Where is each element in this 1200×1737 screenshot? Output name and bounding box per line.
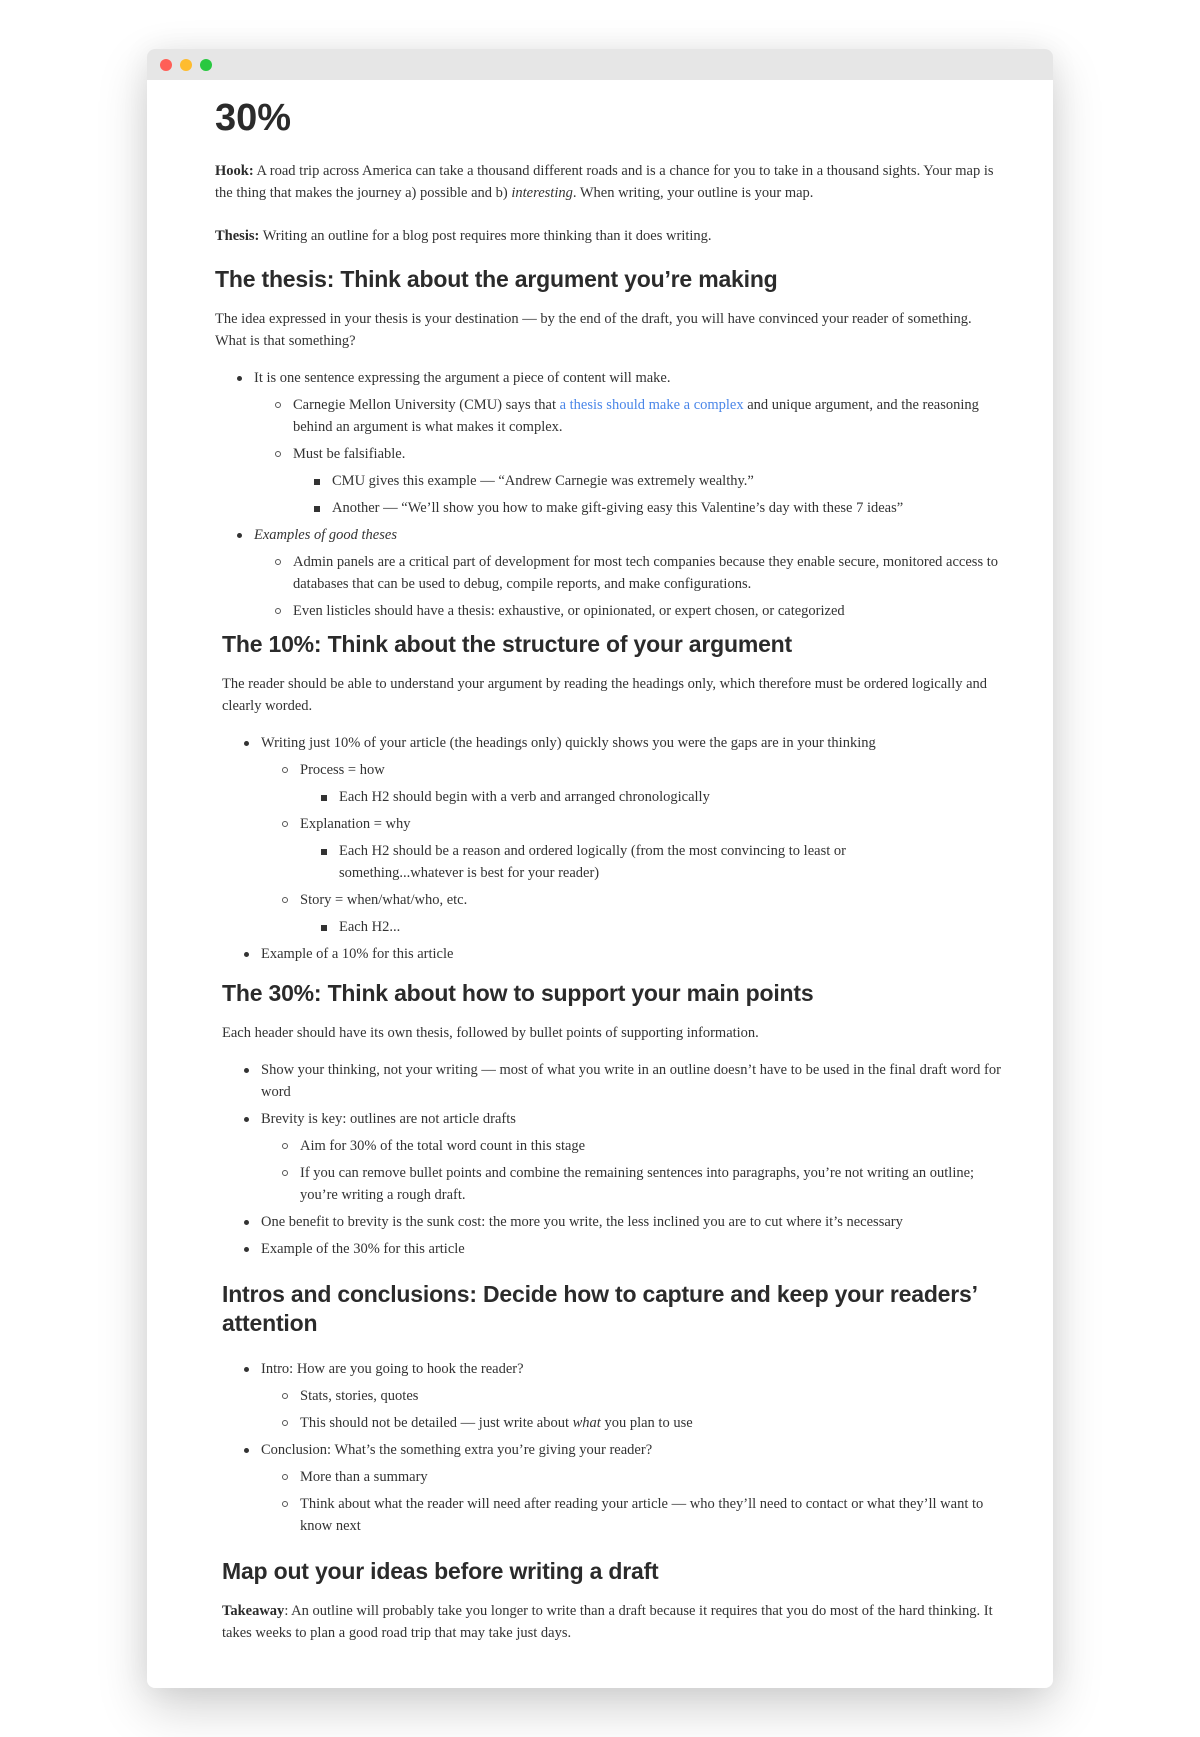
list-item-text: More than a summary: [300, 1469, 428, 1485]
nested-list: [261, 1466, 1012, 1537]
bullet-list: [222, 732, 1012, 965]
nested-list: [293, 470, 1005, 519]
list-item-text: This should not be detailed — just write about: [300, 1415, 573, 1431]
nested-list: [261, 1385, 1012, 1434]
list-item-text: Process = how: [300, 762, 385, 778]
takeaway-paragraph: [222, 1600, 1012, 1644]
list-item: [261, 889, 1012, 938]
list-item: [261, 1466, 1012, 1488]
close-window-icon[interactable]: [160, 59, 172, 71]
list-item: [222, 1108, 1012, 1206]
section-thesis: [215, 265, 1005, 622]
section-heading: Intros and conclusions: Decide how to capture and keep your readers’ attention: [222, 1281, 977, 1336]
nested-list: [261, 1135, 1012, 1206]
bullet-list: [222, 1358, 1012, 1537]
list-item-text: Think about what the reader will need after reading your article — who they’ll need to contact or what they’ll want to know next: [300, 1496, 984, 1534]
list-item: [261, 813, 1012, 884]
nested-list: [300, 840, 1012, 884]
minimize-window-icon[interactable]: [180, 59, 192, 71]
list-item: [222, 943, 1012, 965]
hook-paragraph: [215, 160, 1005, 204]
bullet-list: [222, 1059, 1012, 1260]
list-item-text: Even listicles should have a thesis: exhaustive, or opinionated, or expert chosen, or categorized: [293, 603, 845, 619]
list-item: [254, 443, 1005, 519]
section-heading: The thesis: Think about the argument you’re making: [215, 266, 778, 292]
hook-label: Hook:: [215, 163, 254, 179]
list-item-text: Aim for 30% of the total word count in this stage: [300, 1138, 586, 1154]
takeaway-text: : An outline will probably take you longer to write than a draft because it requires that you do most of the hard thinking. It takes weeks to plan a good road trip that may take just days.: [222, 1603, 993, 1641]
list-item-text: you plan to use: [600, 1415, 693, 1431]
list-item-text: Intro: How are you going to hook the reader?: [261, 1361, 524, 1377]
section-heading: Map out your ideas before writing a draft: [222, 1558, 659, 1584]
thesis-label: Thesis:: [215, 228, 260, 244]
hook-text: A road trip across America can take a thousand different roads and is a chance for you to take in a thousand sights. Your map is the thing that makes the journey a) possible and b): [215, 163, 994, 201]
document-content: [215, 80, 1005, 1665]
list-item-text: Examples of good theses: [254, 527, 397, 543]
list-item-italic: what: [572, 1415, 601, 1431]
list-item: [261, 1135, 1012, 1157]
list-item-text: CMU gives this example — “Andrew Carnegie was extremely wealthy.”: [332, 473, 754, 489]
list-item: [300, 840, 1012, 884]
takeaway-label: Takeaway: [222, 1603, 285, 1619]
list-item: [215, 367, 1005, 519]
section-intro: Each header should have its own thesis, followed by bullet points of supporting information.: [222, 1025, 759, 1041]
list-item: [254, 551, 1005, 595]
thesis-text: Writing an outline for a blog post requires more thinking than it does writing.: [259, 228, 712, 244]
list-item: [261, 759, 1012, 808]
hook-text-end: . When writing, your outline is your map.: [572, 185, 814, 201]
list-item-text: It is one sentence expressing the argument a piece of content will make.: [254, 370, 671, 386]
list-item: [254, 600, 1005, 622]
list-item-text: Each H2 should begin with a verb and arranged chronologically: [339, 789, 710, 805]
list-item-text: Story = when/what/who, etc.: [300, 892, 468, 908]
section-intro: The idea expressed in your thesis is your destination — by the end of the draft, you will have convinced your reader of something. What is that something?: [215, 311, 972, 349]
list-item-text: Carnegie Mellon University (CMU) says that: [293, 397, 560, 413]
list-item-text: Conclusion: What’s the something extra you’re giving your reader?: [261, 1442, 653, 1458]
list-item: [254, 394, 1005, 438]
nested-list: [300, 786, 1012, 808]
list-item-text: Example of the 30% for this article: [261, 1241, 465, 1257]
section-ten-percent: [222, 630, 1012, 965]
list-item: [300, 916, 1012, 938]
hook-italic: interesting: [511, 185, 573, 201]
list-item-text: Writing just 10% of your article (the headings only) quickly shows you were the gaps are in your thinking: [261, 735, 876, 751]
page-title: 30%: [215, 97, 292, 139]
list-item-text: Admin panels are a critical part of development for most tech companies because they enable secure, monitored access to databases that can be used to debug, compile reports, and make configurations.: [293, 554, 998, 592]
bullet-list: [215, 367, 1005, 622]
section-intro: The reader should be able to understand your argument by reading the headings only, which therefore must be ordered logically and clearly worded.: [222, 676, 988, 714]
list-item: [222, 1211, 1012, 1233]
list-item-text: Stats, stories, quotes: [300, 1388, 419, 1404]
list-item: [222, 732, 1012, 938]
nested-list: [300, 916, 1012, 938]
list-item-text: Each H2...: [339, 919, 401, 935]
list-item: [261, 1385, 1012, 1407]
list-item-text: Brevity is key: outlines are not article drafts: [261, 1111, 516, 1127]
nested-list: [254, 551, 1005, 622]
list-item: [222, 1238, 1012, 1260]
list-item-text: Each H2 should be a reason and ordered logically (from the most convincing to least or something...whatever is best for your reader): [339, 843, 846, 881]
list-item: [222, 1439, 1012, 1537]
section-thirty-percent: [222, 979, 1012, 1260]
nested-list: [254, 394, 1005, 519]
list-item-text: Show your thinking, not your writing — most of what you write in an outline doesn’t have to be used in the final draft word for word: [261, 1062, 1001, 1100]
list-item: [222, 1358, 1012, 1434]
list-item: [222, 1059, 1012, 1103]
list-item: [261, 1493, 1012, 1537]
section-intros-conclusions: [222, 1280, 1012, 1537]
window-titlebar: [147, 49, 1053, 80]
list-item: [215, 524, 1005, 622]
list-item-text: If you can remove bullet points and combine the remaining sentences into paragraphs, you’re not writing an outline; you’re writing a rough draft.: [300, 1165, 975, 1203]
list-item: [300, 786, 1012, 808]
browser-window: [147, 49, 1053, 1688]
list-item-text: Must be falsifiable.: [293, 446, 406, 462]
section-map-out: [222, 1557, 1012, 1644]
list-item-text: Example of a 10% for this article: [261, 946, 454, 962]
list-item: [261, 1162, 1012, 1206]
nested-list: [261, 759, 1012, 938]
section-heading: The 30%: Think about how to support your main points: [222, 980, 814, 1006]
cmu-thesis-link[interactable]: a thesis should make a complex: [559, 397, 744, 413]
list-item-text: Explanation = why: [300, 816, 411, 832]
list-item-text: and unique argument, and the reasoning behind an argument is what makes it complex.: [293, 397, 979, 435]
list-item: [261, 1412, 1012, 1434]
thesis-paragraph: [215, 225, 1005, 247]
maximize-window-icon[interactable]: [200, 59, 212, 71]
list-item-text: Another — “We’ll show you how to make gift-giving easy this Valentine’s day with these 7 ideas”: [332, 500, 904, 516]
list-item-text: One benefit to brevity is the sunk cost: the more you write, the less inclined you are to cut where it’s necessary: [261, 1214, 903, 1230]
list-item: [293, 497, 1005, 519]
list-item: [293, 470, 1005, 492]
section-heading: The 10%: Think about the structure of your argument: [222, 631, 792, 657]
